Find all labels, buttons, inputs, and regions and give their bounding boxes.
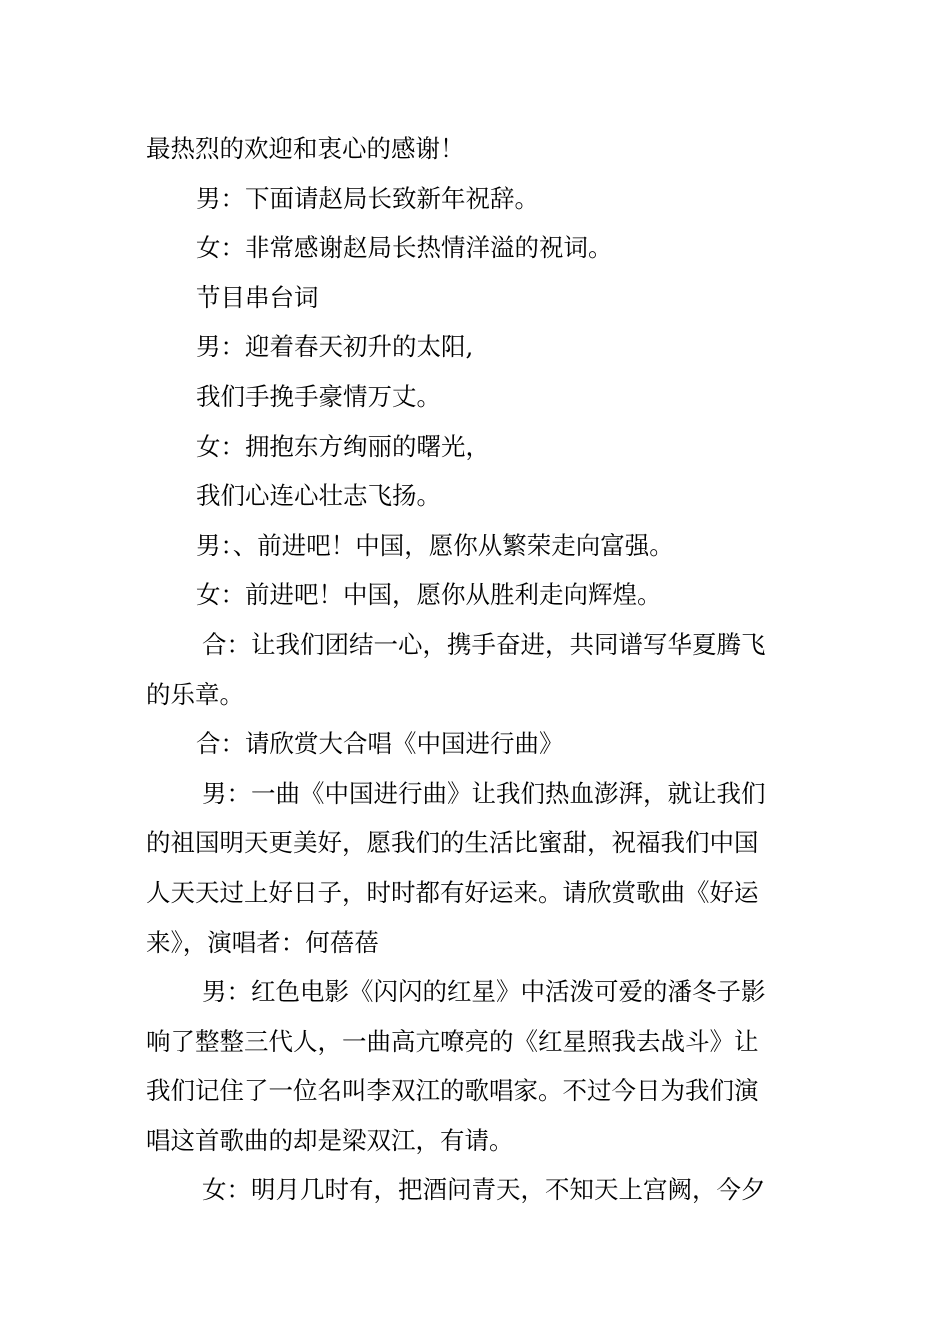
paragraph-line: 合：让我们团结一心，携手奋进，共同谱写华夏腾飞 [202,629,766,659]
document-body [146,124,810,1215]
paragraph-line: 我们手挽手豪情万丈。 [196,381,441,411]
paragraph-line: 男：红色电影《闪闪的红星》中活泼可爱的潘冬子影 [202,977,766,1007]
section-heading: 节目串台词 [196,282,319,312]
paragraph-line: 女：非常感谢赵局长热情洋溢的祝词。 [196,233,613,263]
paragraph-line: 男：下面请赵局长致新年祝辞。 [196,183,539,213]
paragraph-line: 女：拥抱东方绚丽的曙光， [196,431,490,461]
paragraph-line: 最热烈的欢迎和衷心的感谢！ [146,134,465,163]
paragraph-line: 唱这首歌曲的却是梁双江，有请。 [146,1125,514,1155]
paragraph-line: 女：明月几时有，把酒问青天，不知天上宫阙，今夕 [202,1175,766,1205]
paragraph-line: 响了整整三代人，一曲高亢嘹亮的《红星照我去战斗》让 [146,1026,759,1056]
paragraph-line: 的祖国明天更美好，愿我们的生活比蜜甜，祝福我们中国 [146,828,759,858]
paragraph-line: 合：请欣赏大合唱《中国进行曲》 [196,729,564,759]
paragraph-line: 男：迎着春天初升的太阳, [196,332,474,362]
paragraph-line: 的乐章。 [146,679,244,709]
paragraph-line: 人天天过上好日子，时时都有好运来。请欣赏歌曲《好运 [146,877,759,907]
paragraph-line: 女：前进吧！中国，愿你从胜利走向辉煌。 [196,580,662,610]
paragraph-line: 男：一曲《中国进行曲》让我们热血澎湃，就让我们 [202,778,766,808]
paragraph-line: 男：、前进吧！中国，愿你从繁荣走向富强。 [196,530,674,560]
paragraph-line: 我们记住了一位名叫李双江的歌唱家。不过今日为我们演 [146,1076,759,1106]
paragraph-line: 我们心连心壮志飞扬。 [196,481,441,511]
paragraph-line: 来》，演唱者：何蓓蓓 [146,927,379,957]
